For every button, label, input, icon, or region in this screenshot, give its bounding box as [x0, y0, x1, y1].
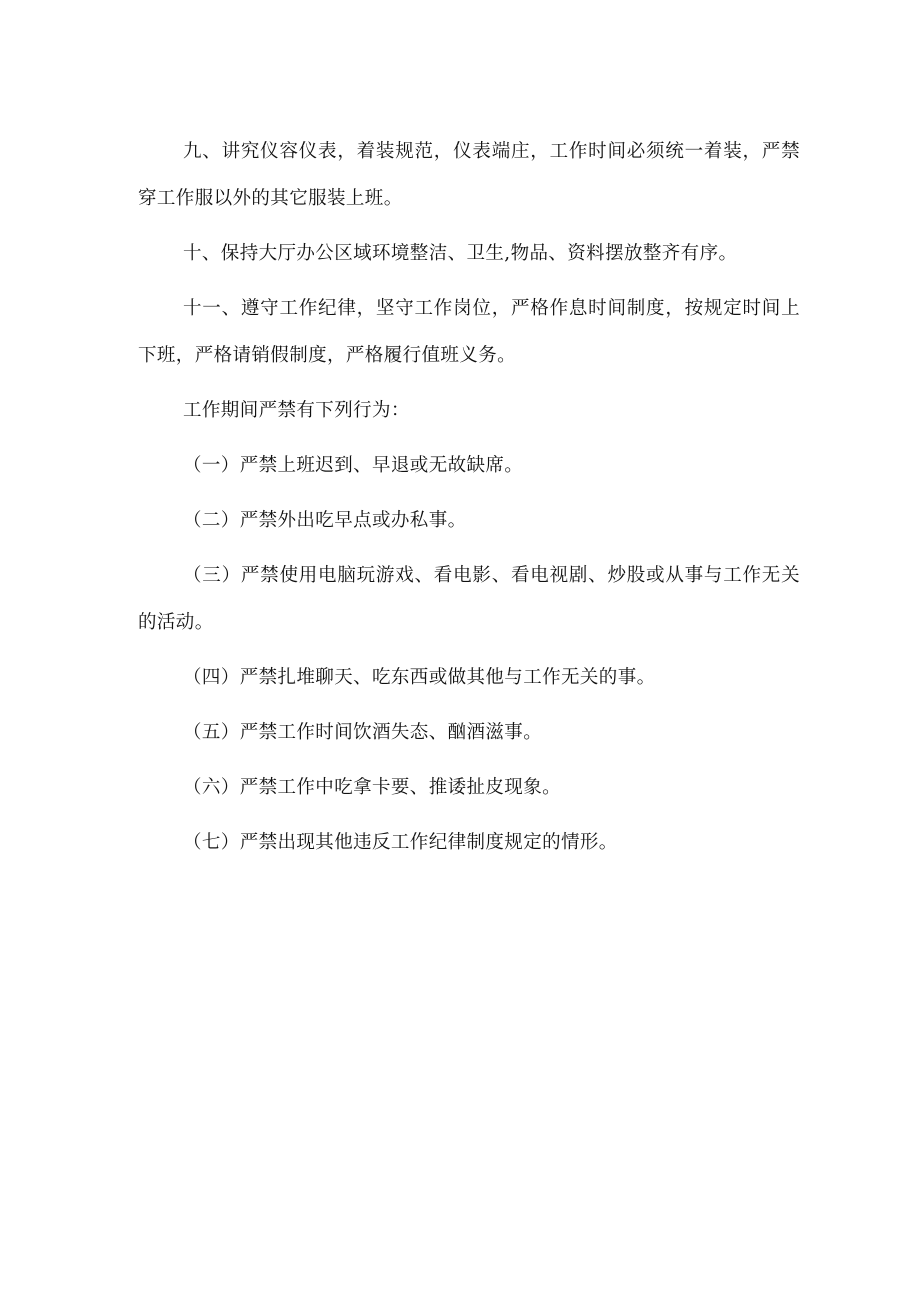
paragraph-prohibition-7: （七）严禁出现其他违反工作纪律制度规定的情形。 — [183, 832, 618, 853]
paragraph-prohibition-4: （四）严禁扎堆聊天、吃东西或做其他与工作无关的事。 — [183, 667, 656, 688]
paragraph-prohibition-2: （二）严禁外出吃早点或办私事。 — [183, 510, 467, 531]
paragraph-rule-10: 十、保持大厅办公区域环境整洁、卫生,物品、资料摆放整齐有序。 — [183, 243, 738, 264]
paragraph-prohibition-5: （五）严禁工作时间饮酒失态、酗酒滋事。 — [183, 722, 543, 743]
paragraph-rule-9: 九、讲究仪容仪表，着装规范，仪表端庄，工作时间必须统一着装，严禁穿工作服以外的其它服装上班。 — [138, 141, 800, 209]
paragraph-prohibition-1: （一）严禁上班迟到、早退或无故缺席。 — [183, 455, 524, 476]
paragraph-prohibited-intro: 工作期间严禁有下列行为： — [183, 400, 410, 421]
paragraph-prohibition-6: （六）严禁工作中吃拿卡要、推诿扯皮现象。 — [183, 777, 562, 798]
paragraph-rule-11: 十一、遵守工作纪律，坚守工作岗位，严格作息时间制度，按规定时间上下班，严格请销假制度，严格履行值班义务。 — [138, 298, 800, 366]
document-body — [138, 128, 800, 874]
paragraph-prohibition-3: （三）严禁使用电脑玩游戏、看电影、看电视剧、炒股或从事与工作无关的活动。 — [138, 565, 800, 633]
